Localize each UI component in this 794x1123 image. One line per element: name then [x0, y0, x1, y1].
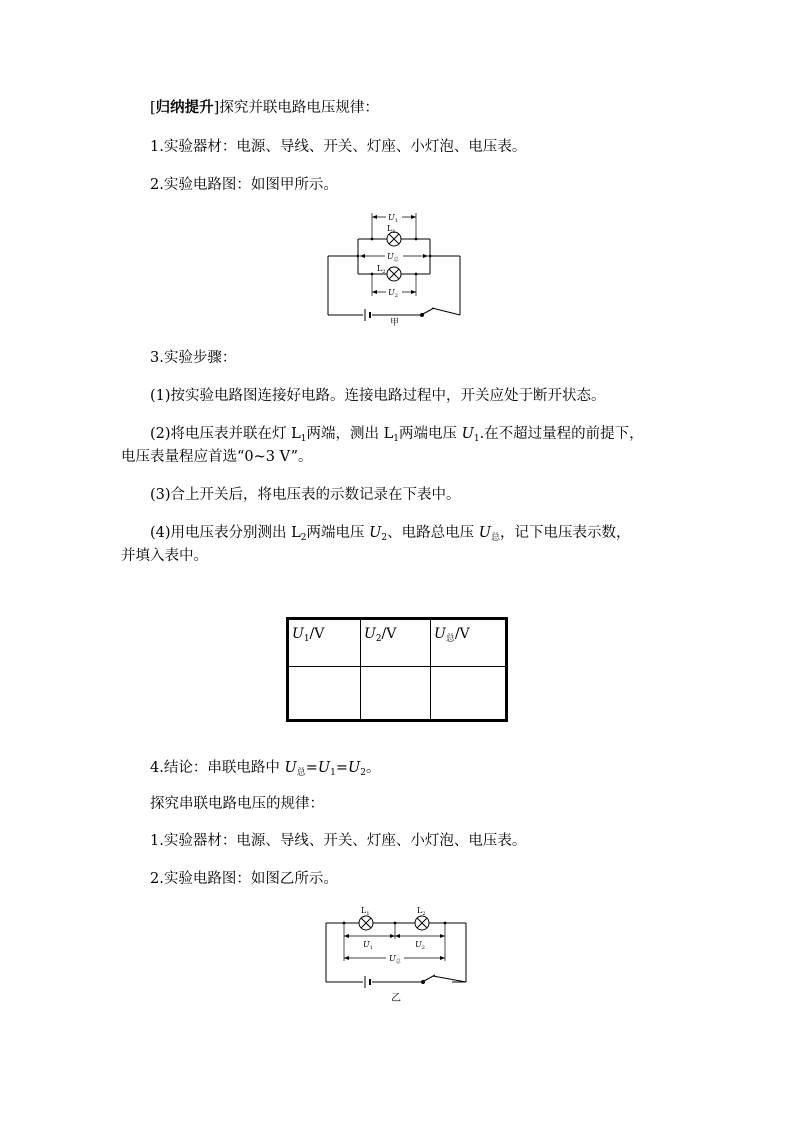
- fig-a-U1-sub: 1: [394, 218, 398, 224]
- heading-bold-label: 归纳提升: [155, 99, 214, 116]
- table-header-U-total: $U_总/V$: [431, 619, 507, 667]
- parallel-circuit-diagram-caption: 2.实验电路图：如图甲所示。: [150, 177, 338, 193]
- fig-a-U1-label: U: [388, 213, 395, 222]
- svg-text:L2: [377, 264, 386, 275]
- fig-b-U2-label: U: [415, 940, 422, 949]
- fig-a-L2-label: L: [377, 264, 383, 273]
- heading-text: 探究并联电路电压规律：: [219, 100, 379, 116]
- fig-a-U-label: U: [387, 252, 394, 261]
- fig-b-U2-sub: 2: [421, 945, 425, 951]
- svg-text:L1: [361, 906, 370, 917]
- step-1: (1)按实验电路图连接好电路。连接电路过程中，开关应处于断开状态。: [150, 388, 606, 404]
- bracket-close: ]: [213, 100, 220, 116]
- step-2-line-2: 电压表量程应首选“0~3 V”。: [121, 449, 313, 465]
- svg-text:U1: [363, 940, 373, 951]
- table-cell-U1-value[interactable]: [288, 667, 361, 721]
- steps-heading: 3.实验步骤：: [150, 350, 237, 366]
- svg-text:U2: [415, 940, 425, 951]
- fig-b-U1-label: U: [363, 940, 370, 949]
- fig-b-U-label: U: [389, 954, 396, 963]
- fig-b-L2-label: L: [417, 906, 423, 915]
- parallel-materials: 1.实验器材：电源、导线、开关、灯座、小灯泡、电压表。: [150, 139, 527, 155]
- table-header-U1: $U_1/V$: [288, 619, 361, 667]
- fig-b-L1-label: L: [361, 906, 367, 915]
- step-4-line-2: 并填入表中。: [121, 548, 208, 564]
- fig-a-U2-sub: 2: [394, 293, 398, 299]
- series-circuit-diagram: [322, 903, 472, 1005]
- svg-text:L2: [417, 906, 426, 917]
- fig-b-U-sub: 总: [395, 959, 401, 965]
- section-heading-series: 探究串联电路电压的规律：: [150, 796, 324, 812]
- fig-a-L1-sub: 1: [392, 229, 396, 235]
- bracket-open: [: [150, 100, 156, 116]
- table-cell-U2-value[interactable]: [361, 667, 431, 721]
- series-lamp-L2-icon: [415, 916, 429, 930]
- fig-b-U1-sub: 1: [369, 945, 373, 951]
- fig-a-caption: 甲: [390, 318, 400, 328]
- lamp-L2-icon: [387, 267, 401, 281]
- fig-b-L1-sub: 1: [366, 911, 370, 917]
- fig-b-caption: 乙: [391, 993, 401, 1004]
- step-3: (3)合上开关后，将电压表的示数记录在下表中。: [150, 487, 461, 503]
- conclusion: 4.结论：串联电路中 $U_总=U_1=U_2$。: [150, 760, 381, 778]
- fig-a-U-sub: 总: [393, 257, 399, 263]
- section-heading-parallel: [150, 98, 379, 118]
- parallel-circuit-diagram: [326, 208, 466, 328]
- fig-b-L2-sub: 2: [422, 911, 426, 917]
- fig-a-U2-label: U: [388, 288, 395, 297]
- table-header-U2: $U_2/V$: [361, 619, 431, 667]
- voltage-record-table: [286, 617, 508, 722]
- fig-a-L2-sub: 2: [382, 269, 386, 275]
- series-circuit-diagram-caption: 2.实验电路图：如图乙所示。: [150, 871, 338, 887]
- step-2-line-1: (2)将电压表并联在灯 $L_1$两端，测出 $L_1$两端电压 $U_1$.在不超过量程的前提下，: [150, 426, 644, 444]
- step-4-line-1: (4)用电压表分别测出 $L_2$两端电压 $U_2$、电路总电压 $U_总$，记下电压表示数，: [150, 525, 631, 543]
- fig-a-L1-label: L: [387, 224, 393, 233]
- series-lamp-L1-icon: [359, 916, 373, 930]
- series-materials: 1.实验器材：电源、导线、开关、灯座、小灯泡、电压表。: [150, 833, 527, 849]
- table-cell-U-total-value[interactable]: [431, 667, 507, 721]
